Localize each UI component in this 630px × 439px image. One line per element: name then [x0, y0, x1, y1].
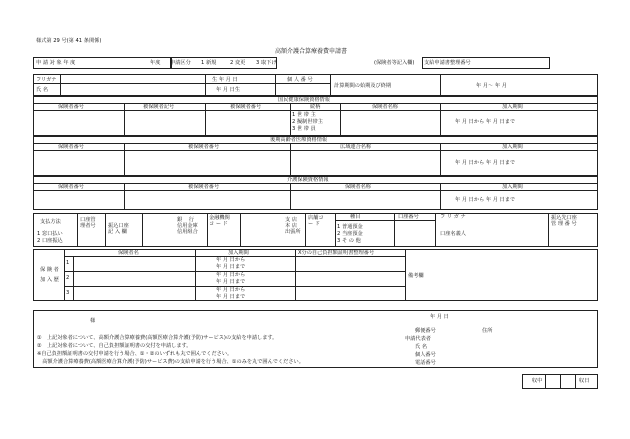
account-holder-label: 口座名義人 — [440, 231, 466, 237]
birth-value[interactable]: 年 月 日生 — [216, 87, 241, 93]
history-row2-from[interactable]: 年 月 日から — [216, 272, 246, 278]
declaration-date[interactable]: 年 月 日 — [430, 314, 449, 320]
bank-code-label: 金融機関 コ ー ド — [209, 215, 230, 227]
elderly-period-value[interactable]: 年 月 日から 年 月 日まで — [455, 160, 516, 166]
history-row3-to[interactable]: 年 月 日まで — [216, 294, 246, 300]
nhi-col-symbol: 被保険者記号 — [143, 104, 175, 110]
history-col-insurer: 保険者名 — [118, 250, 139, 256]
payment-window[interactable]: 1 窓口払い — [37, 231, 63, 237]
care-col-insurer-no: 保険者番号 — [58, 184, 84, 190]
transfer-mgmt-label: 振込先口座 管 理 番 号 — [551, 215, 577, 227]
elderly-col-period: 加入期間 — [502, 144, 523, 150]
phone-label: 電話番号 — [415, 360, 436, 366]
birth-label: 生 年 月 日 — [212, 77, 238, 83]
history-row3-from[interactable]: 年 月 日から — [216, 287, 246, 293]
form-title: 高額介護合算療養費申請書 — [275, 48, 348, 55]
elderly-col-number: 被保険者番号 — [188, 144, 220, 150]
nhi-col-insurer-no: 保険者番号 — [58, 104, 84, 110]
individual-number-label: 個 人 番 号 — [287, 77, 313, 83]
category-change[interactable]: 2 変更 — [230, 60, 246, 66]
receipt-date-label: 収日 — [579, 378, 590, 384]
applicant-label: 申請代表者 — [405, 336, 431, 342]
history-row1-to[interactable]: 年 月 日まで — [216, 264, 246, 270]
account-type-other[interactable]: 3 そ の 他 — [337, 238, 361, 244]
transfer-entry-label: 振込口座 記 入 欄 — [108, 223, 129, 235]
category-withdraw[interactable]: 3 取下げ — [256, 60, 277, 66]
year-suffix: 年度 — [150, 60, 161, 66]
history-row1-from[interactable]: 年 月 日から — [216, 257, 246, 263]
care-col-period: 加入期間 — [502, 184, 523, 190]
account-type-current[interactable]: 2 当座預金 — [337, 231, 363, 237]
person-block — [33, 74, 598, 96]
remarks-label: 備考欄 — [408, 273, 424, 279]
addressee: 様 — [90, 318, 96, 324]
nhi-title: 国民健康保険資格情報 — [278, 97, 330, 103]
elderly-col-union: 広域連合名称 — [340, 144, 372, 150]
bank-type-label: 銀 行 信用金庫 信用組合 — [177, 217, 198, 235]
postal-code-label: 郵便番号 — [415, 328, 436, 334]
payment-transfer[interactable]: 2 口座振込 — [37, 238, 63, 244]
declaration-line-1: ① 上記対象者について、高額介護合算療養費(高額医療合算介護(予防)サービス)の支給を申請します。 — [37, 335, 278, 341]
care-col-insurer-name: 保険者名称 — [345, 184, 371, 190]
account-type-ordinary[interactable]: 1 普通預金 — [337, 224, 363, 230]
nhi-col-relation: 続柄 — [310, 104, 321, 110]
declaration-line-3: ※自己負担額証明書の交付申請を行う場合、①・②のいずれも丸で囲んでください。 — [37, 351, 233, 357]
history-row-2: 2 — [66, 275, 70, 281]
branch-type-label: 支 店 本 店 出張所 — [285, 217, 301, 235]
elderly-title: 後期高齢者医療資格情報 — [270, 137, 328, 143]
branch-code-label: 店舗コ ー ド — [308, 215, 324, 227]
name-label: 氏 名 — [36, 87, 49, 93]
nhi-period-value[interactable]: 年 月 日から 年 月 日まで — [455, 119, 516, 125]
history-row2-to[interactable]: 年 月 日まで — [216, 279, 246, 285]
nhi-rel-head[interactable]: 1 世 帯 主 — [292, 112, 316, 118]
holder-furigana-label: フ リ ガ ナ — [440, 214, 466, 220]
nhi-col-period: 加入期間 — [502, 104, 523, 110]
declaration-line-4: 高額介護合算療養費(高額医療合算介護(予防)サービス費)の支給申請を行う場合、①のみを丸で囲んでください。 — [37, 359, 304, 365]
form-number: 様式第 29 号(第 41 条関係) — [36, 38, 102, 44]
received-label: 収中 — [532, 378, 543, 384]
period-label: 計算期間の始期及び終期 — [334, 83, 392, 89]
insurer-note: (保険者等記入欄) — [374, 60, 415, 66]
category-new[interactable]: 1 新規 — [201, 60, 217, 66]
history-row-3: 3 — [66, 290, 70, 296]
care-col-number: 被保険者番号 — [188, 184, 220, 190]
nhi-col-number: 被保険者番号 — [230, 104, 262, 110]
period-value[interactable]: 年 月～ 年 月 — [476, 83, 507, 89]
history-col-period: 加入期間 — [228, 250, 249, 256]
elderly-col-insurer-no: 保険者番号 — [58, 144, 84, 150]
address-label: 住所 — [482, 328, 493, 334]
history-row-1: 1 — [66, 260, 70, 266]
furigana-label: フリガナ — [36, 77, 57, 83]
nhi-rel-deemed[interactable]: 2 擬制世帯主 — [292, 119, 323, 125]
declaration-line-2: ② 上記対象者について、自己負担額証明書の交付を申請します。 — [37, 343, 192, 349]
account-manager-label: 口座管 理者号 — [80, 217, 96, 229]
nhi-rel-member[interactable]: 3 世 帯 員 — [292, 126, 316, 132]
history-col-cert: Ⅹ分の自己負担額証明書整理番号 — [298, 250, 375, 256]
applicant-number-label: 個人番号 — [415, 352, 436, 358]
history-side-label: 保 険 者 加 入 歴 — [40, 267, 59, 283]
nhi-col-insurer-name: 保険者名称 — [372, 104, 398, 110]
account-number-label: 口座番号 — [398, 214, 419, 220]
category-label: 申請区分 — [170, 60, 191, 66]
applicant-name-label: 氏 名 — [415, 344, 428, 350]
care-period-value[interactable]: 年 月 日から 年 月 日まで — [455, 197, 516, 203]
branch-number-label: 支給申請書整理番号 — [424, 60, 471, 66]
fiscal-year-label: 申 請 対 象 年 度 — [36, 60, 76, 66]
payment-method-label: 支払方法 — [40, 219, 61, 225]
care-title: 介護保険資格情報 — [287, 177, 329, 183]
account-type-label: 種目 — [350, 214, 361, 220]
